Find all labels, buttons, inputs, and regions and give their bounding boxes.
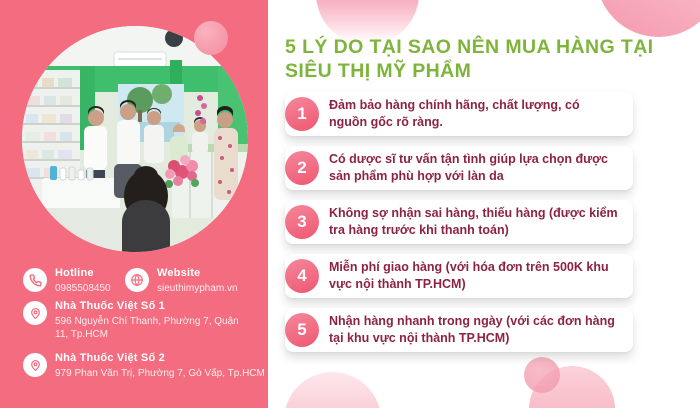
- reason-card-3: [285, 200, 633, 244]
- reason-number-badge: 1: [285, 97, 319, 131]
- decor-circle-bottom-right-small: [524, 357, 560, 393]
- globe-icon: [125, 268, 149, 292]
- reason-number-badge: 4: [285, 259, 319, 293]
- reason-number-badge: 2: [285, 151, 319, 185]
- decor-circle-top-right: [596, 0, 700, 37]
- hotline-number: 0985508450: [55, 283, 111, 294]
- pharmacy-photo: [22, 26, 248, 252]
- phone-icon: [23, 268, 47, 292]
- decor-circle-bottom-left: [284, 372, 381, 408]
- title-line-2: SIÊU THỊ MỸ PHẨM: [285, 59, 472, 82]
- store-2-name: Nhà Thuốc Việt Số 2: [55, 352, 165, 364]
- reason-text: Nhận hàng nhanh trong ngày (với các đơn hàng tại khu vực nội thành TP.HCM): [329, 314, 615, 345]
- reason-card-1: [285, 92, 633, 136]
- reason-text: Miễn phí giao hàng (với hóa đơn trên 500K khu vực nội thành TP.HCM): [329, 260, 609, 291]
- title-line-1: 5 LÝ DO TẠI SAO NÊN MUA HÀNG TẠI: [285, 36, 654, 58]
- hotline-label: Hotline: [55, 267, 94, 279]
- contact-website: [125, 267, 255, 295]
- reason-card-4: [285, 254, 633, 298]
- reason-card-2: [285, 146, 633, 190]
- reason-text: Đảm bảo hàng chính hãng, chất lượng, có nguồn gốc rõ ràng.: [329, 98, 580, 129]
- decor-dot-on-photo: [194, 21, 228, 55]
- page-title: [285, 36, 655, 83]
- contact-hotline: [23, 267, 123, 295]
- reason-number-badge: 5: [285, 313, 319, 347]
- store-1-address: 596 Nguyễn Chí Thanh, Phường 7, Quận 11, Tp.HCM: [55, 316, 239, 340]
- location-pin-icon: [23, 353, 47, 377]
- left-panel: [0, 0, 268, 408]
- website-label: Website: [157, 267, 201, 279]
- contact-store-1: [23, 300, 248, 341]
- pharmacy-photo-illustration: [22, 26, 248, 252]
- store-1-name: Nhà Thuốc Việt Số 1: [55, 300, 165, 312]
- location-pin-icon: [23, 301, 47, 325]
- reason-card-5: [285, 308, 633, 352]
- website-url: sieuthimypham.vn: [157, 283, 238, 294]
- reason-text: Có dược sĩ tư vấn tận tình giúp lựa chọn được sản phẩm phù hợp với làn da: [329, 152, 608, 183]
- store-2-address: 979 Phan Văn Trị, Phường 7, Gò Vấp, Tp.HCM: [55, 368, 265, 379]
- contact-store-2: [23, 352, 265, 380]
- reason-number-badge: 3: [285, 205, 319, 239]
- reason-text: Không sợ nhận sai hàng, thiếu hàng (được kiểm tra hàng trước khi thanh toán): [329, 206, 618, 237]
- reasons-list: [285, 92, 633, 352]
